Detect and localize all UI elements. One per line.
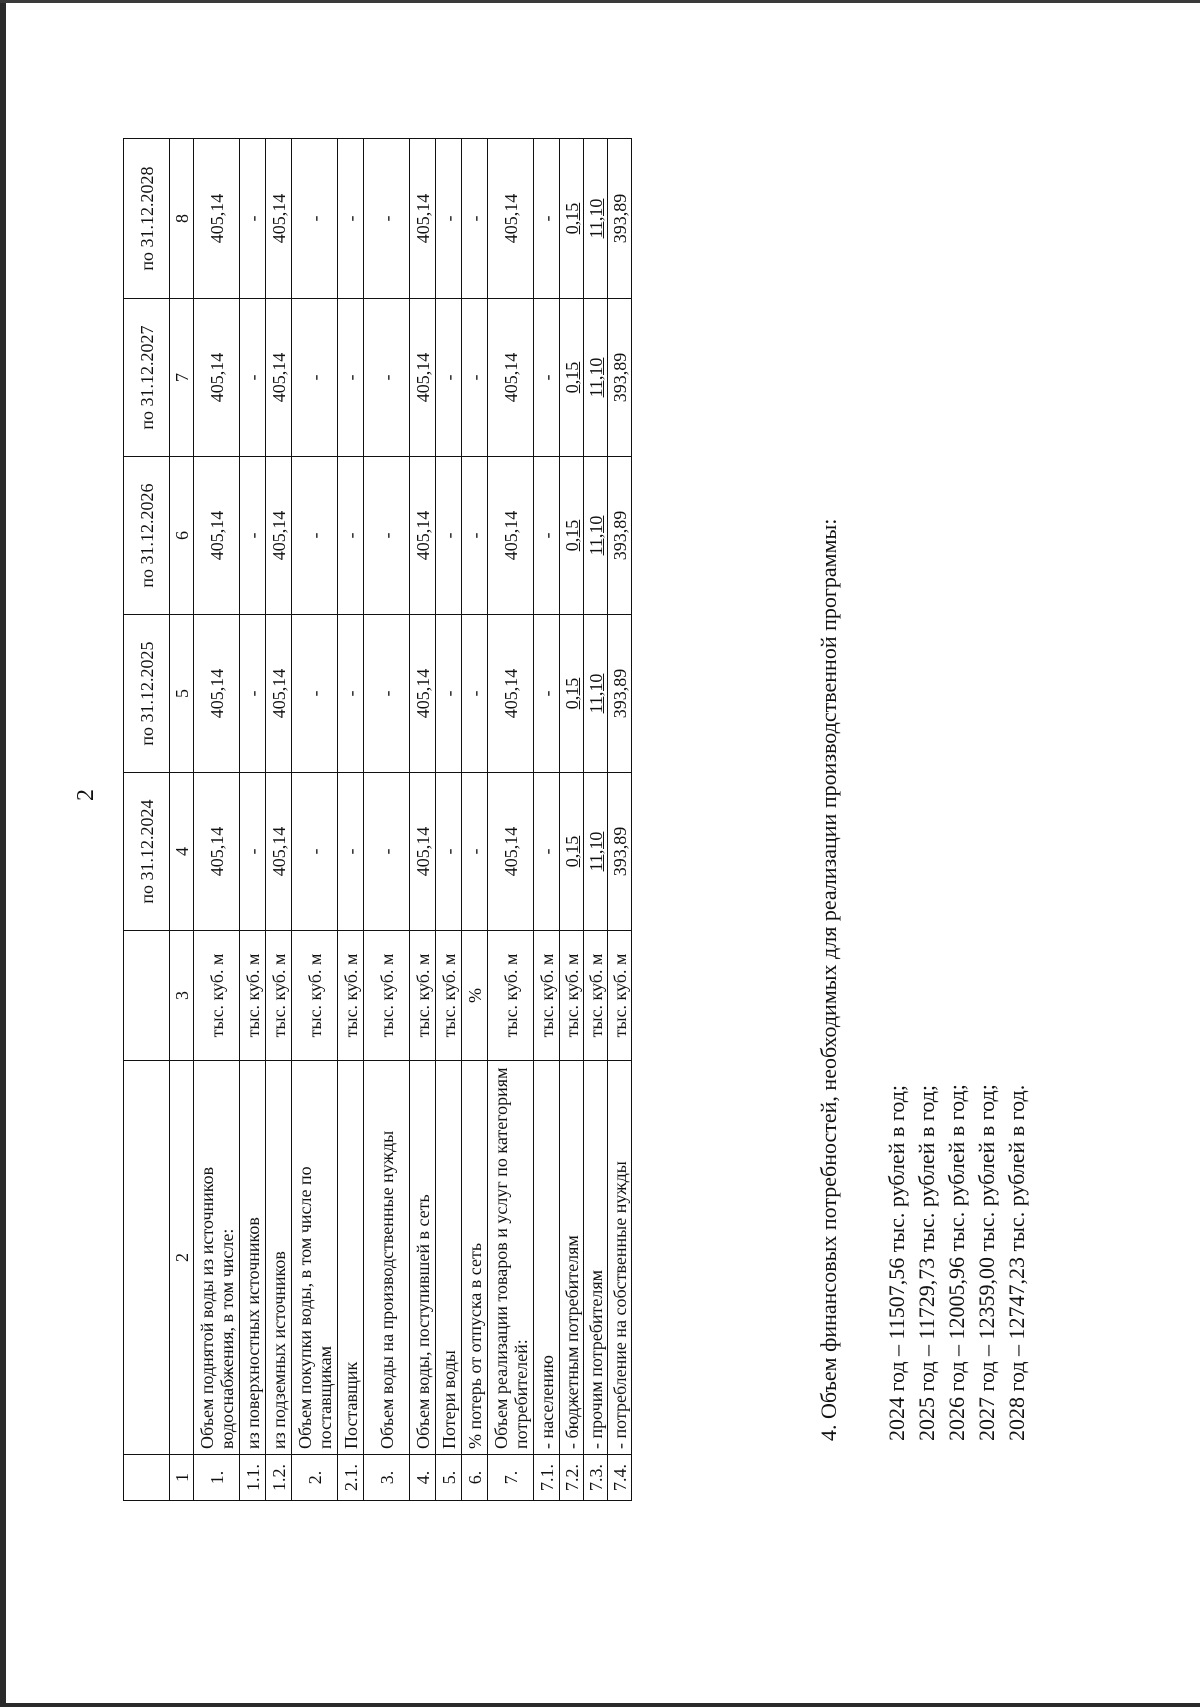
- table-row: [560, 139, 584, 1501]
- row-value: -: [364, 299, 410, 457]
- row-value: -: [338, 773, 364, 931]
- row-name: - потребление на собственные нужды: [608, 1061, 632, 1455]
- row-value: 0,15: [560, 615, 584, 773]
- row-value: 405,14: [410, 615, 436, 773]
- row-name: - населению: [534, 1061, 560, 1455]
- row-name: Объем поднятой воды из источников водоснабжения, в том числе:: [194, 1061, 240, 1455]
- row-value: -: [364, 615, 410, 773]
- row-unit: тыс. куб. м: [534, 931, 560, 1061]
- row-value: -: [292, 615, 338, 773]
- row-unit: %: [462, 931, 488, 1061]
- table-row: [436, 139, 462, 1501]
- row-number: 7.: [488, 1455, 534, 1501]
- header-year-2026: по 31.12.2026: [124, 457, 170, 615]
- row-value: 393,89: [608, 773, 632, 931]
- row-value: -: [436, 299, 462, 457]
- row-value: -: [462, 773, 488, 931]
- row-number: 1.: [194, 1455, 240, 1501]
- row-name: из поверхностных источников: [240, 1061, 266, 1455]
- row-value: -: [338, 457, 364, 615]
- row-value: -: [462, 139, 488, 299]
- table-row: [410, 139, 436, 1501]
- row-value: -: [338, 299, 364, 457]
- table-index-row: [170, 139, 194, 1501]
- financial-line-2026: 2026 год – 12005,96 тыс. рублей в год;: [944, 1084, 969, 1441]
- row-number: 1.1.: [240, 1455, 266, 1501]
- row-value: 405,14: [194, 299, 240, 457]
- header-year-2025: по 31.12.2025: [124, 615, 170, 773]
- financial-line-2025: 2025 год – 11729,73 тыс. рублей в год;: [914, 1085, 939, 1441]
- row-value: 393,89: [608, 299, 632, 457]
- row-name: Объем воды на производственные нужды: [364, 1061, 410, 1455]
- row-value: 405,14: [266, 457, 292, 615]
- row-value: 0,15: [560, 139, 584, 299]
- row-value: -: [534, 773, 560, 931]
- row-value: -: [292, 457, 338, 615]
- table-row: [240, 139, 266, 1501]
- row-name: Поставщик: [338, 1061, 364, 1455]
- row-unit: тыс. куб. м: [608, 931, 632, 1061]
- row-value: 405,14: [488, 299, 534, 457]
- row-value: -: [462, 299, 488, 457]
- row-value: -: [534, 139, 560, 299]
- table-row: [488, 139, 534, 1501]
- row-number: 7.2.: [560, 1455, 584, 1501]
- index-cell: 3: [170, 931, 194, 1061]
- index-cell: 5: [170, 615, 194, 773]
- row-number: 4.: [410, 1455, 436, 1501]
- row-value: -: [292, 139, 338, 299]
- row-unit: тыс. куб. м: [584, 931, 608, 1061]
- row-value: -: [534, 299, 560, 457]
- row-value: 405,14: [194, 457, 240, 615]
- row-value: -: [338, 615, 364, 773]
- row-number: 7.4.: [608, 1455, 632, 1501]
- index-cell: 2: [170, 1061, 194, 1455]
- row-value: 405,14: [410, 773, 436, 931]
- row-value: 405,14: [194, 615, 240, 773]
- row-value: -: [534, 457, 560, 615]
- row-value: -: [292, 773, 338, 931]
- row-value: 405,14: [410, 457, 436, 615]
- table-row: [266, 139, 292, 1501]
- row-value: -: [364, 139, 410, 299]
- table-row: [194, 139, 240, 1501]
- row-value: 11,10: [584, 457, 608, 615]
- row-value: 405,14: [266, 773, 292, 931]
- row-value: 393,89: [608, 457, 632, 615]
- row-name: % потерь от отпуска в сеть: [462, 1061, 488, 1455]
- section-4-title: 4. Объем финансовых потребностей, необходимых для реализации производственной программы:: [816, 518, 841, 1441]
- row-number: 1.2.: [266, 1455, 292, 1501]
- index-cell: 7: [170, 299, 194, 457]
- row-unit: тыс. куб. м: [560, 931, 584, 1061]
- index-cell: 4: [170, 773, 194, 931]
- table-row: [364, 139, 410, 1501]
- row-value: -: [240, 615, 266, 773]
- production-table: [123, 138, 632, 1501]
- table-row: [462, 139, 488, 1501]
- row-value: -: [436, 457, 462, 615]
- row-unit: тыс. куб. м: [292, 931, 338, 1061]
- row-value: 405,14: [266, 615, 292, 773]
- row-value: -: [436, 615, 462, 773]
- row-value: -: [462, 457, 488, 615]
- row-value: 0,15: [560, 457, 584, 615]
- row-name: из подземных источников: [266, 1061, 292, 1455]
- row-unit: тыс. куб. м: [194, 931, 240, 1061]
- row-value: 405,14: [488, 615, 534, 773]
- row-unit: тыс. куб. м: [488, 931, 534, 1061]
- row-value: 405,14: [194, 139, 240, 299]
- row-value: 393,89: [608, 139, 632, 299]
- row-value: -: [436, 773, 462, 931]
- header-cell-name: [124, 1061, 170, 1455]
- row-value: 405,14: [410, 139, 436, 299]
- index-cell: 6: [170, 457, 194, 615]
- row-name: Объем покупки воды, в том числе по поставщикам: [292, 1061, 338, 1455]
- row-value: -: [364, 773, 410, 931]
- row-value: 405,14: [266, 139, 292, 299]
- row-value: 393,89: [608, 615, 632, 773]
- header-cell-unit: [124, 931, 170, 1061]
- row-value: 0,15: [560, 299, 584, 457]
- row-unit: тыс. куб. м: [338, 931, 364, 1061]
- table-row: [338, 139, 364, 1501]
- table-row: [584, 139, 608, 1501]
- row-value: 405,14: [488, 773, 534, 931]
- row-value: 405,14: [194, 773, 240, 931]
- row-unit: тыс. куб. м: [436, 931, 462, 1061]
- row-number: 6.: [462, 1455, 488, 1501]
- header-year-2027: по 31.12.2027: [124, 299, 170, 457]
- row-value: -: [240, 139, 266, 299]
- row-unit: тыс. куб. м: [266, 931, 292, 1061]
- row-value: 11,10: [584, 139, 608, 299]
- table-row: [534, 139, 560, 1501]
- financial-line-2028: 2028 год – 12747,23 тыс. рублей в год.: [1004, 1084, 1029, 1441]
- row-name: Объем воды, поступившей в сеть: [410, 1061, 436, 1455]
- row-name: - бюджетным потребителям: [560, 1061, 584, 1455]
- financial-line-2024: 2024 год – 11507,56 тыс. рублей в год;: [884, 1085, 909, 1441]
- header-year-2028: по 31.12.2028: [124, 139, 170, 299]
- row-value: -: [364, 457, 410, 615]
- table-row: [608, 139, 632, 1501]
- row-number: 7.1.: [534, 1455, 560, 1501]
- row-value: -: [338, 139, 364, 299]
- row-number: 2.: [292, 1455, 338, 1501]
- row-number: 2.1.: [338, 1455, 364, 1501]
- row-unit: тыс. куб. м: [364, 931, 410, 1061]
- row-value: -: [292, 299, 338, 457]
- row-value: 11,10: [584, 299, 608, 457]
- row-name: - прочим потребителям: [584, 1061, 608, 1455]
- table-header-row: [124, 139, 170, 1501]
- row-value: 405,14: [410, 299, 436, 457]
- row-value: 11,10: [584, 615, 608, 773]
- row-value: 405,14: [488, 457, 534, 615]
- row-unit: тыс. куб. м: [410, 931, 436, 1061]
- row-value: -: [462, 615, 488, 773]
- row-value: -: [240, 299, 266, 457]
- financial-line-2027: 2027 год – 12359,00 тыс. рублей в год;: [974, 1084, 999, 1441]
- row-value: 405,14: [266, 299, 292, 457]
- index-cell: 8: [170, 139, 194, 299]
- row-name: Потери воды: [436, 1061, 462, 1455]
- row-number: 3.: [364, 1455, 410, 1501]
- header-year-2024: по 31.12.2024: [124, 773, 170, 931]
- row-value: -: [436, 139, 462, 299]
- row-number: 5.: [436, 1455, 462, 1501]
- row-unit: тыс. куб. м: [240, 931, 266, 1061]
- financial-needs-list: [882, 1084, 1032, 1441]
- row-value: 0,15: [560, 773, 584, 931]
- row-value: -: [534, 615, 560, 773]
- table-row: [292, 139, 338, 1501]
- index-cell: 1: [170, 1455, 194, 1501]
- row-value: -: [240, 457, 266, 615]
- row-value: -: [240, 773, 266, 931]
- page-number: 2: [73, 789, 99, 801]
- row-value: 405,14: [488, 139, 534, 299]
- row-value: 11,10: [584, 773, 608, 931]
- header-cell-num: [124, 1455, 170, 1501]
- row-name: Объем реализации товаров и услуг по категориям потребителей:: [488, 1061, 534, 1455]
- row-number: 7.3.: [584, 1455, 608, 1501]
